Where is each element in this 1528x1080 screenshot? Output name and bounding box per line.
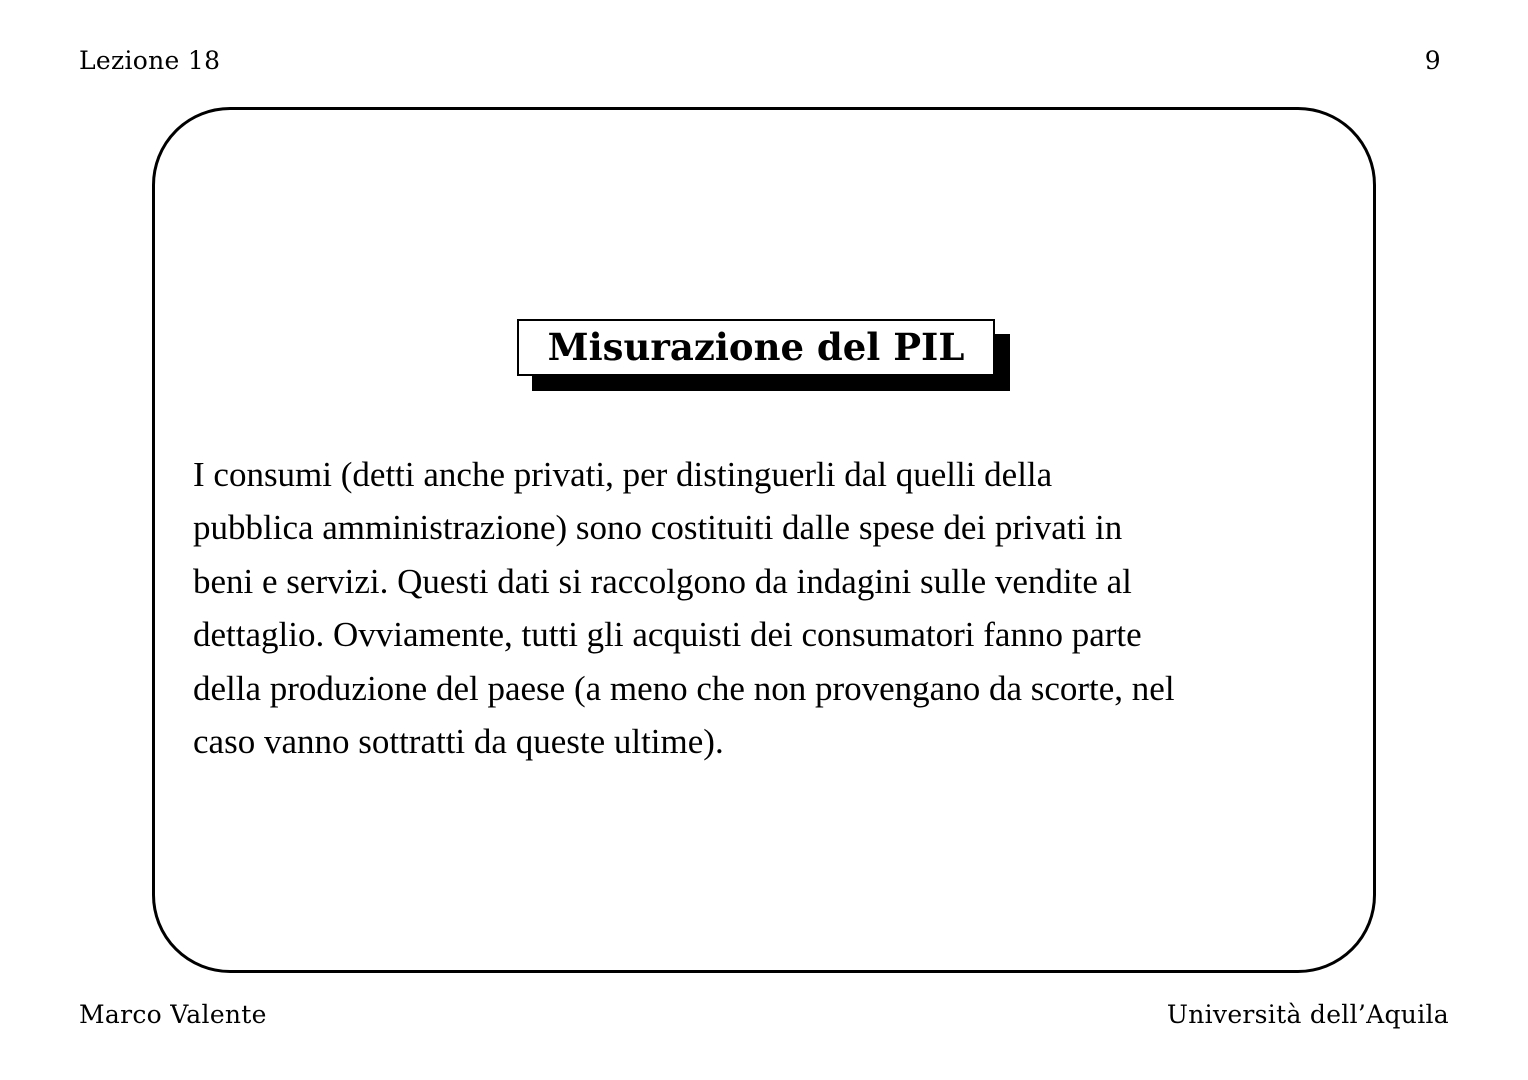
lecture-label: Lezione 18 <box>79 46 221 75</box>
body-line: beni e servizi. Questi dati si raccolgono da indagini sulle vendite al <box>193 561 1132 601</box>
institution-name: Università dell’Aquila <box>1166 1000 1449 1029</box>
slide-title: Misurazione del PIL <box>517 319 995 376</box>
body-line: pubblica amministrazione) sono costituiti dalle spese dei privati in <box>193 508 1123 548</box>
body-line: I consumi (detti anche privati, per distinguerli dal quelli della <box>193 455 1053 494</box>
body-line: dettaglio. Ovviamente, tutti gli acquisti dei consumatori fanno parte <box>193 615 1142 655</box>
body-line: della produzione del paese (a meno che non provengano da scorte, nel <box>193 668 1175 708</box>
slide-body <box>193 448 1343 768</box>
body-line: caso vanno sottratti da queste ultime). <box>193 722 724 762</box>
slide-title-box <box>517 319 995 376</box>
page-number: 9 <box>1424 46 1441 75</box>
author-name: Marco Valente <box>79 1000 267 1029</box>
